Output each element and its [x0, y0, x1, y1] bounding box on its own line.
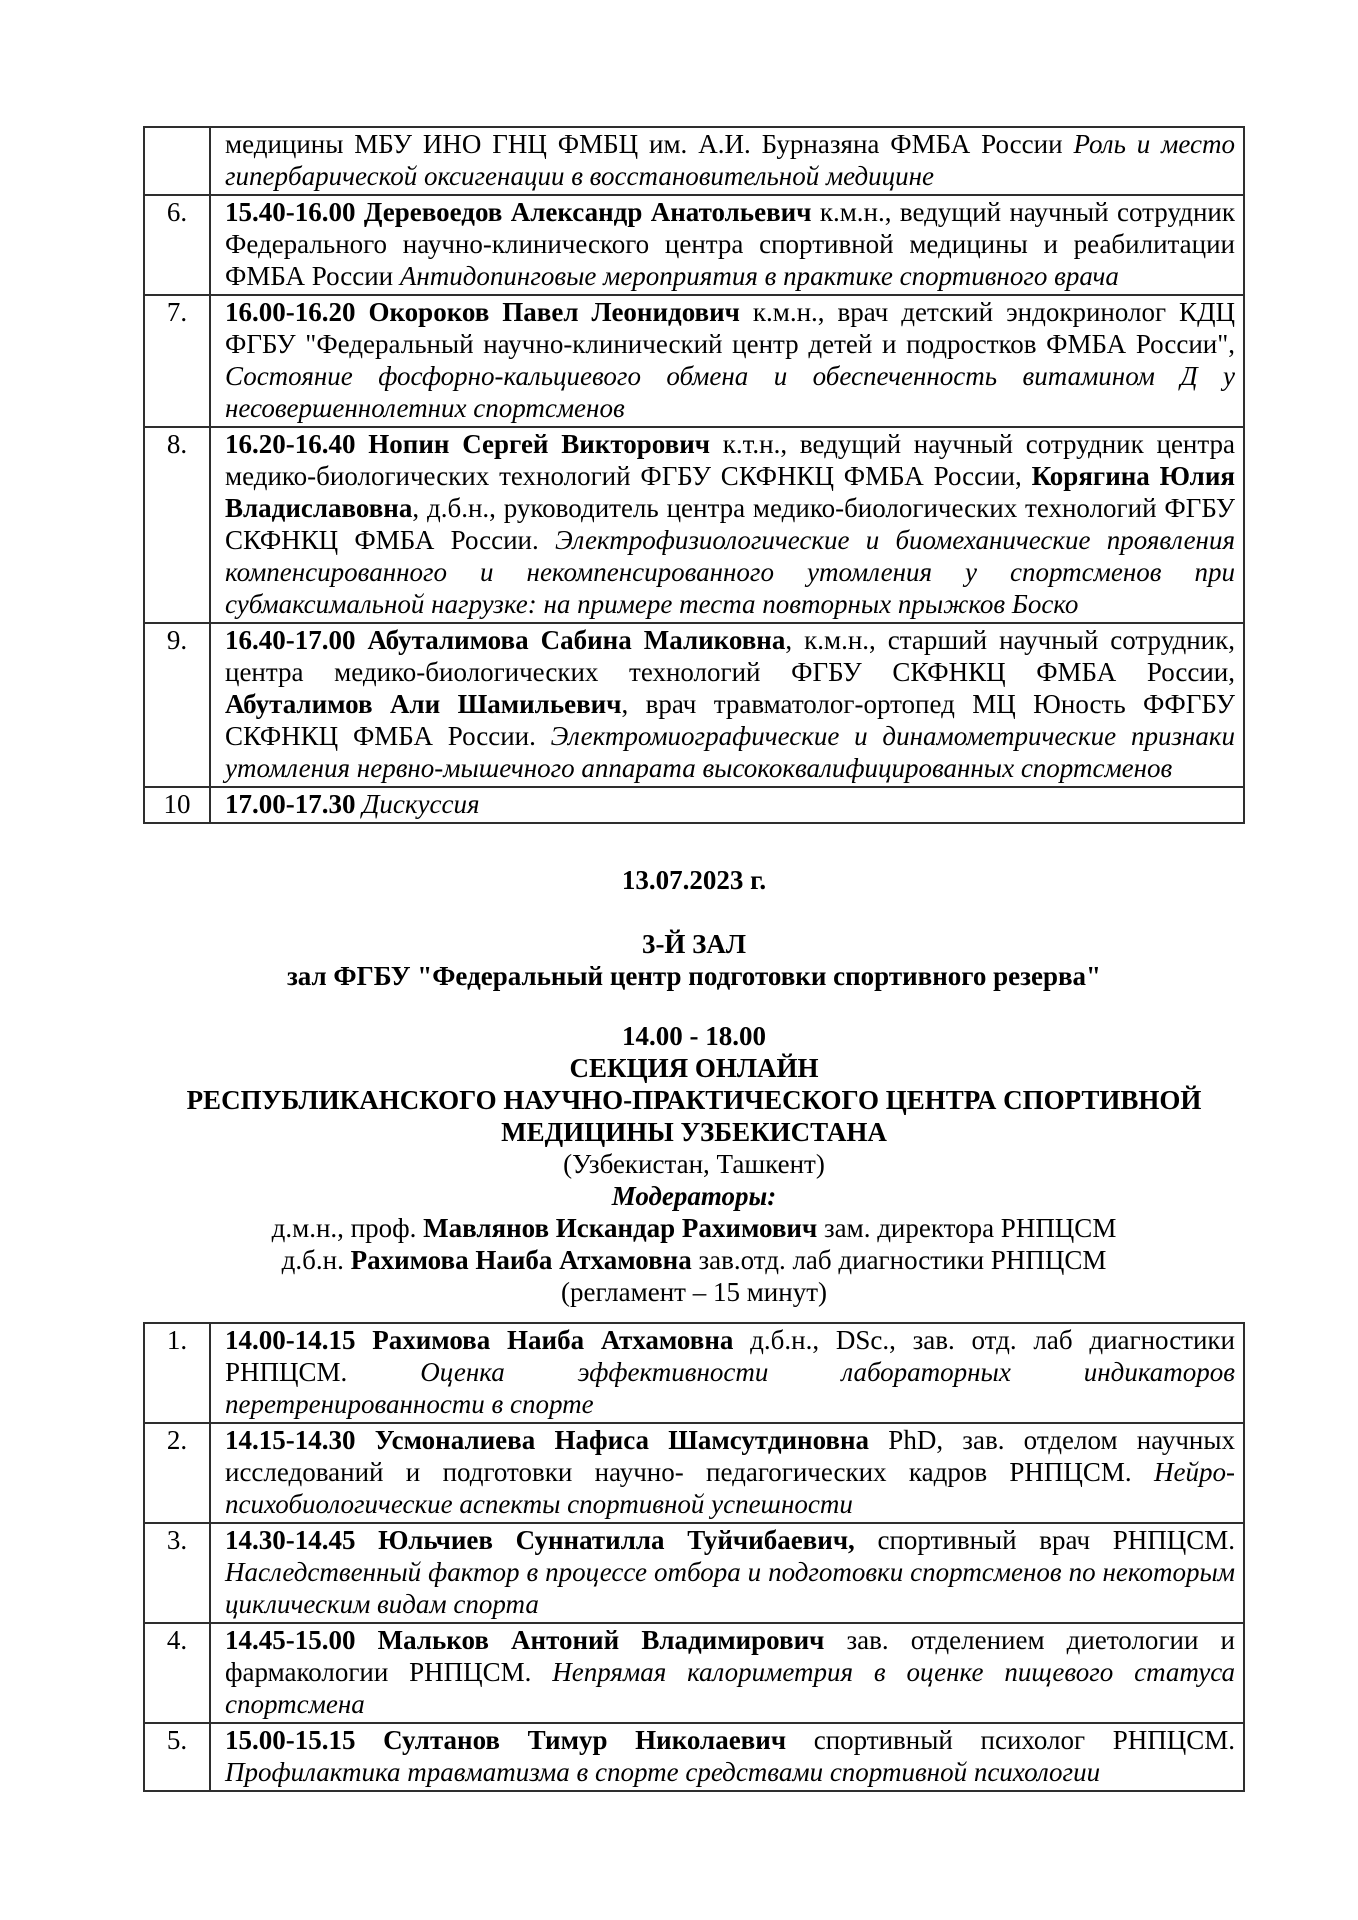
- session-time: 14.00 - 18.00: [622, 1021, 766, 1051]
- text-segment: Электромиографические и динамометрические признаки утомления нервно-мышечного аппарата высококвалифицированных спортсменов: [225, 721, 1235, 783]
- row-number: 5.: [144, 1723, 210, 1791]
- section-location: (Узбекистан, Ташкент): [563, 1149, 825, 1179]
- text-segment: 15.40-16.00 Деревоедов Александр Анатольевич: [225, 197, 812, 227]
- regulation-note: (регламент – 15 минут): [561, 1277, 827, 1307]
- table-row: [144, 1323, 1244, 1423]
- table-row: [144, 427, 1244, 623]
- text-segment: медицины МБУ ИНО ГНЦ ФМБЦ им. А.И. Бурназяна ФМБА России: [225, 129, 1074, 159]
- section-title-line-1: СЕКЦИЯ ОНЛАЙН: [569, 1053, 819, 1083]
- text-segment: д.б.н., DSc., зав. отд. лаб диагностики РНПЦСМ.: [225, 1325, 1235, 1387]
- table-row: [144, 623, 1244, 787]
- text-segment: Профилактика травматизма в спорте средствами спортивной психологии: [225, 1757, 1101, 1787]
- text-segment: 14.30-14.45 Юльчиев Суннатилла Туйчибаевич,: [225, 1525, 855, 1555]
- table-row: [144, 295, 1244, 427]
- text-segment: Антидопинговые мероприятия в практике спортивного врача: [399, 261, 1119, 291]
- row-content: [210, 295, 1244, 427]
- text-segment: 16.20-16.40 Нопин Сергей Викторович: [225, 429, 710, 459]
- table-row: [144, 127, 1244, 195]
- row-number: 3.: [144, 1523, 210, 1623]
- row-content: [210, 127, 1244, 195]
- text-segment: д.б.н.: [281, 1245, 351, 1275]
- text-segment: д.м.н., проф.: [271, 1213, 424, 1243]
- text-segment: , врач травматолог-ортопед МЦ Юность ФФГБУ СКФНКЦ ФМБА России.: [225, 689, 1236, 751]
- text-segment: 15.00-15.15 Султанов Тимур Николаевич: [225, 1725, 787, 1755]
- row-number: 1.: [144, 1323, 210, 1423]
- row-content: [210, 1623, 1244, 1723]
- section-title-line-3: МЕДИЦИНЫ УЗБЕКИСТАНА: [501, 1117, 887, 1147]
- row-number: 4.: [144, 1623, 210, 1723]
- row-number: 10: [144, 787, 210, 823]
- text-segment: PhD, зав. отделом научных исследований и подготовки научно- педагогических кадров РНПЦСМ.: [225, 1425, 1236, 1487]
- row-content: [210, 427, 1244, 623]
- row-content: [210, 1523, 1244, 1623]
- text-segment: , к.м.н., старший научный сотрудник, центра медико-биологических технологий ФГБУ СКФНКЦ ФМБА России,: [225, 625, 1235, 687]
- moderator-line-1: [143, 1212, 1245, 1244]
- text-segment: Нейро-психобиологические аспекты спортивной успешности: [225, 1457, 1235, 1519]
- row-number: 7.: [144, 295, 210, 427]
- text-segment: зав.отд. лаб диагностики РНПЦСМ: [691, 1245, 1107, 1275]
- text-segment: 16.00-16.20 Окороков Павел Леонидович: [225, 297, 740, 327]
- section-date: 13.07.2023 г.: [621, 865, 767, 895]
- section-header: [143, 864, 1245, 1308]
- text-segment: 14.00-14.15 Рахимова Наиба Атхамовна: [225, 1325, 734, 1355]
- moderators-label: Модераторы:: [611, 1181, 777, 1211]
- text-segment: Роль и место гипербарической оксигенации в восстановительной медицине: [225, 129, 1235, 191]
- text-segment: к.м.н., врач детский эндокринолог КДЦ ФГБУ "Федеральный научно-клинический центр детей и подростков ФМБА России",: [225, 297, 1235, 359]
- row-number: [144, 127, 210, 195]
- text-segment: зав. отделением диетологии и фармакологии РНПЦСМ.: [225, 1625, 1235, 1687]
- text-segment: спортивный врач РНПЦСМ.: [854, 1525, 1235, 1555]
- table-row: [144, 1723, 1244, 1791]
- text-segment: Электрофизиологические и биомеханические проявления компенсированного и некомпенсированного утомления у спортсменов при субмаксимальной нагрузке: на примере теста повторных прыжков Боско: [225, 525, 1235, 619]
- row-number: 8.: [144, 427, 210, 623]
- row-content: [210, 195, 1244, 295]
- row-content: [210, 623, 1244, 787]
- content-column: [143, 126, 1245, 1792]
- text-segment: к.т.н., ведущий научный сотрудник центра медико-биологических технологий ФГБУ СКФНКЦ ФМБА России,: [225, 429, 1235, 491]
- row-number: 2.: [144, 1423, 210, 1523]
- text-segment: Абуталимов Али Шамильевич: [225, 689, 622, 719]
- row-content: [210, 1323, 1244, 1423]
- row-content: [210, 1423, 1244, 1523]
- text-segment: 14.15-14.30 Усмоналиева Нафиса Шамсутдиновна: [225, 1425, 870, 1455]
- section-title-line-2: РЕСПУБЛИКАНСКОГО НАУЧНО-ПРАКТИЧЕСКОГО ЦЕНТРА СПОРТИВНОЙ: [186, 1085, 1202, 1115]
- text-segment: Мавлянов Искандар Рахимович: [423, 1213, 818, 1243]
- hall-subtitle: зал ФГБУ "Федеральный центр подготовки спортивного резерва": [286, 961, 1102, 991]
- table-row: [144, 1623, 1244, 1723]
- text-segment: 14.45-15.00 Мальков Антоний Владимирович: [225, 1625, 825, 1655]
- table-row: [144, 787, 1244, 823]
- text-segment: 17.00-17.30: [225, 789, 363, 819]
- text-segment: Дискуссия: [362, 789, 480, 819]
- text-segment: Состояние фосфорно-кальциевого обмена и обеспеченность витамином Д у несовершеннолетних спортсменов: [225, 361, 1235, 423]
- session-table-online: [143, 1322, 1245, 1792]
- table-row: [144, 1423, 1244, 1523]
- row-content: [210, 787, 1244, 823]
- text-segment: Наследственный фактор в процессе отбора и подготовки спортсменов по некоторым циклическим видам спорта: [225, 1557, 1235, 1619]
- text-segment: , д.б.н., руководитель центра медико-биологических технологий ФГБУ СКФНКЦ ФМБА России.: [225, 493, 1235, 555]
- text-segment: к.м.н., ведущий научный сотрудник Федерального научно-клинического центра спортивной медицины и реабилитации ФМБА России: [225, 197, 1235, 291]
- table-row: [144, 195, 1244, 295]
- text-segment: Оценка эффективности лабораторных индикаторов перетренированности в спорте: [225, 1357, 1235, 1419]
- text-segment: спортивный психолог РНПЦСМ.: [786, 1725, 1235, 1755]
- hall-title: 3-Й ЗАЛ: [641, 929, 747, 959]
- text-segment: зам. директора РНПЦСМ: [817, 1213, 1117, 1243]
- table-row: [144, 1523, 1244, 1623]
- row-number: 6.: [144, 195, 210, 295]
- text-segment: Непрямая калориметрия в оценке пищевого статуса спортсмена: [225, 1657, 1236, 1719]
- session-table-morning: [143, 126, 1245, 824]
- row-content: [210, 1723, 1244, 1791]
- text-segment: Рахимова Наиба Атхамовна: [350, 1245, 692, 1275]
- row-number: 9.: [144, 623, 210, 787]
- text-segment: 16.40-17.00 Абуталимова Сабина Маликовна: [225, 625, 786, 655]
- text-segment: Корягина Юлия Владиславовна: [225, 461, 1235, 523]
- moderator-line-2: [143, 1244, 1245, 1276]
